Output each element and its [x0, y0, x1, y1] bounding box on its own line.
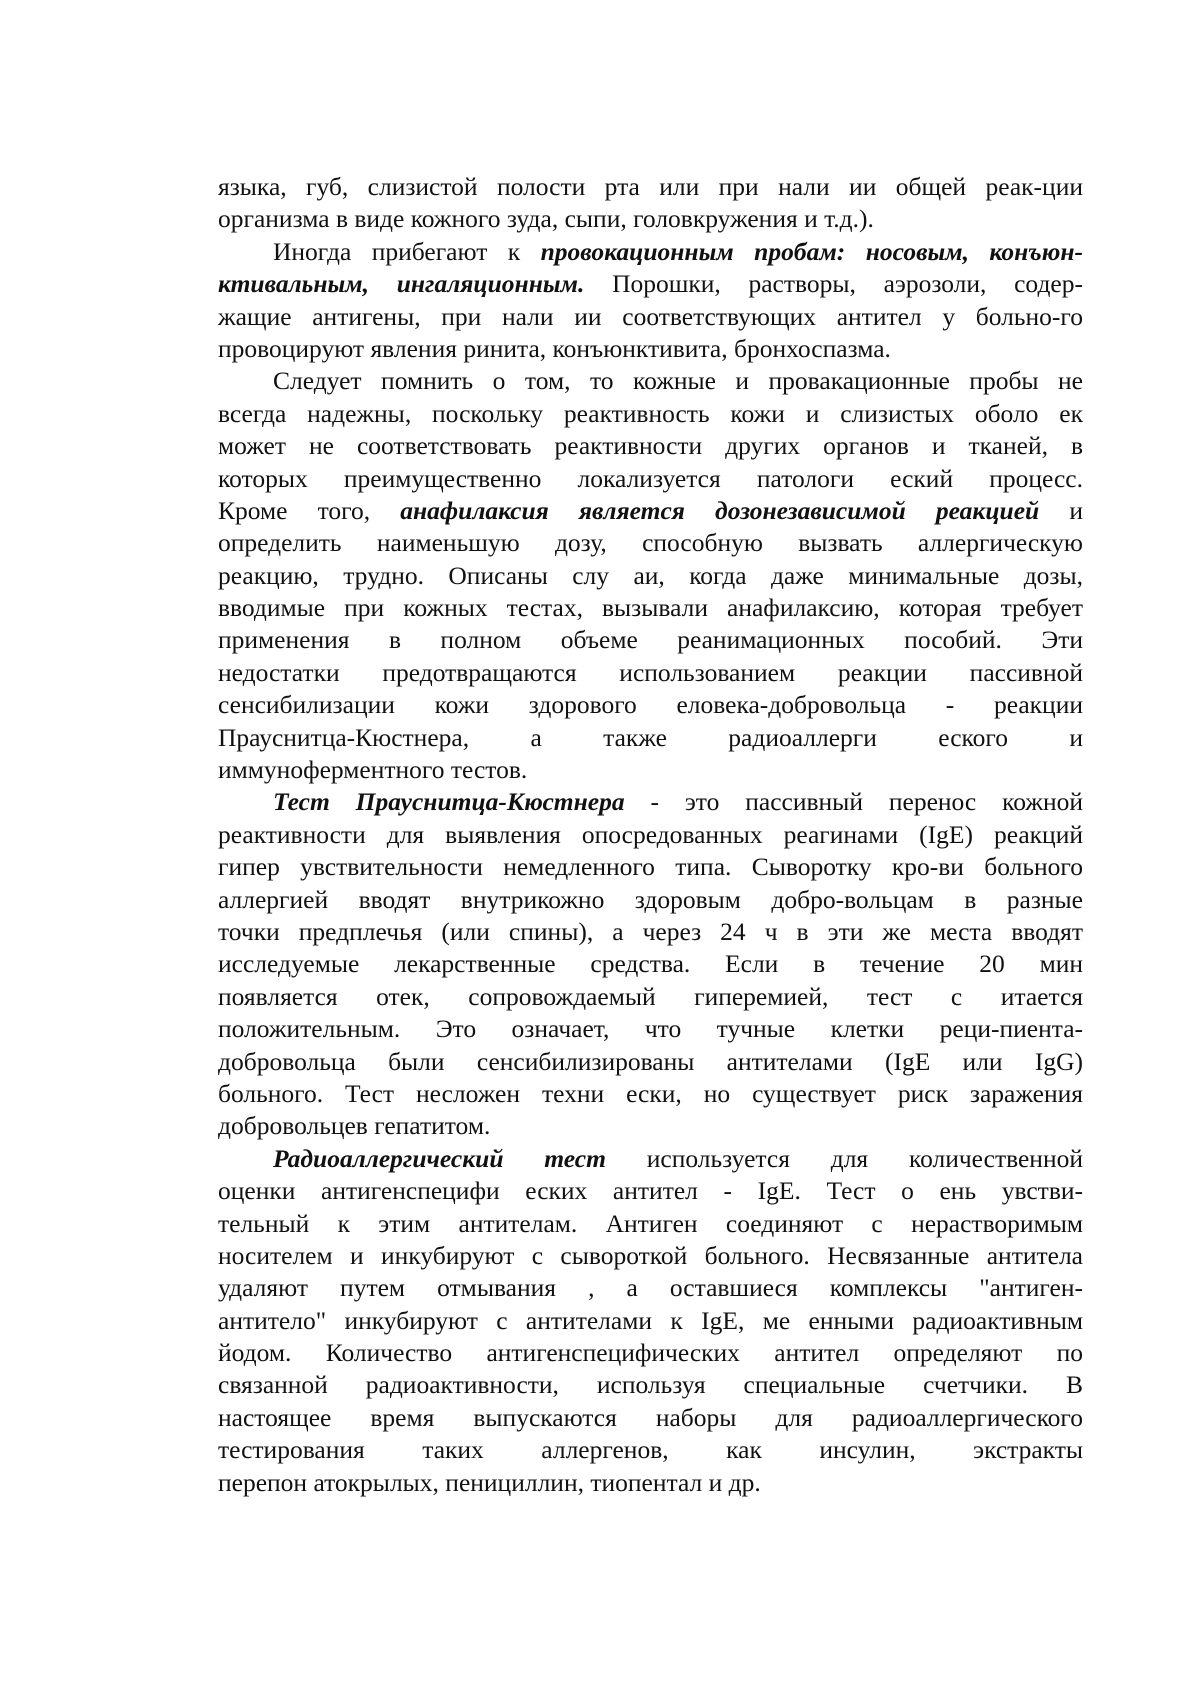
emphasized-term: ктивальным, ингаляционным.: [218, 269, 585, 299]
text-segment: Кроме того,: [218, 495, 401, 525]
text-segment: перепон атокрылых, пенициллин, тиопентал и др.: [218, 1467, 761, 1497]
text-line: [218, 1078, 1083, 1110]
text-segment: определить наименьшую дозу, способную вызвать аллергическую: [218, 528, 1083, 558]
text-segment: вводимые при кожных тестах, вызывали анафилаксию, которая требует: [218, 593, 1083, 623]
text-segment: носителем и инкубируют с сывороткой больного. Несвязанные антитела: [218, 1240, 1083, 1270]
emphasized-term: Тест Прауснитца-Кюстнера: [273, 787, 625, 817]
text-segment: йодом. Количество антигенспецифических антител определяют по: [218, 1338, 1083, 1368]
text-line: [218, 884, 1083, 916]
document-page: [218, 171, 1083, 1499]
text-line: [218, 657, 1083, 689]
text-line: [218, 430, 1083, 462]
text-line: [218, 981, 1083, 1013]
text-line: [218, 851, 1083, 883]
text-segment: провоцируют явления ринита, конъюнктивита, бронхоспазма.: [218, 333, 891, 363]
text-segment: антитело" инкубируют с антителами к IgE, ме енными радиоактивным: [218, 1305, 1083, 1335]
text-segment: тестирования таких аллергенов, как инсулин, экстракты: [218, 1435, 1083, 1465]
text-line: [218, 398, 1083, 430]
text-line: [218, 495, 1083, 527]
text-segment: реактивности для выявления опосредованных реагинами (IgE) реакций: [218, 819, 1083, 849]
text-line: [218, 722, 1083, 754]
text-line: [218, 1305, 1083, 1337]
emphasized-term: провокационным пробам: носовым, конъюн-: [540, 236, 1083, 266]
text-line: [218, 1013, 1083, 1045]
text-line: [218, 624, 1083, 656]
text-line: [218, 527, 1083, 559]
emphasized-term: анафилаксия является дозонезависимой реакцией: [400, 495, 1040, 525]
text-line: [218, 786, 1083, 818]
text-segment: аллергией вводят внутрикожно здоровым добро-вольцам в разные: [218, 884, 1083, 914]
text-segment: появляется отек, сопровождаемый гиперемией, тест с итается: [218, 981, 1083, 1011]
text-segment: Следует помнить о том, то кожные и провакационные пробы не: [273, 366, 1083, 396]
text-segment: - это пассивный перенос кожной: [624, 787, 1083, 817]
text-segment: настоящее время выпускаются наборы для радиоаллергического: [218, 1402, 1083, 1432]
text-segment: языка, губ, слизистой полости рта или при нали ии общей реак-ции: [218, 172, 1083, 201]
text-segment: Порошки, растворы, аэрозоли, содер-: [584, 269, 1083, 299]
text-segment: применения в полном объеме реанимационных пособий. Эти: [218, 625, 1083, 655]
text-segment: реакцию, трудно. Описаны слу аи, когда даже минимальные дозы,: [218, 560, 1083, 590]
text-line: [218, 463, 1083, 495]
text-line: [218, 1046, 1083, 1078]
text-segment: иммуноферментного тестов.: [218, 755, 528, 785]
text-segment: Иногда прибегают к: [273, 236, 541, 266]
text-segment: тельный к этим антителам. Антиген соединяют с нерастворимым: [218, 1208, 1083, 1238]
text-segment: оценки антигенспецифи еских антител - IgE. Тест о ень увстви-: [218, 1176, 1083, 1206]
text-segment: сенсибилизации кожи здорового еловека-добровольца - реакции: [218, 690, 1083, 720]
paragraph: [218, 786, 1083, 1142]
text-segment: жащие антигены, при нали ии соответствующих антител у больно-го: [218, 301, 1083, 331]
text-line: [218, 592, 1083, 624]
text-segment: точки предплечья (или спины), а через 24 ч в эти же места вводят: [218, 916, 1083, 946]
paragraph: [218, 171, 1083, 236]
text-line: [218, 333, 1083, 365]
text-line: [218, 1175, 1083, 1207]
text-line: [218, 1434, 1083, 1466]
emphasized-term: Радиоаллергический тест: [273, 1143, 606, 1173]
text-line: [218, 301, 1083, 333]
text-line: [218, 1110, 1083, 1142]
text-segment: положительным. Это означает, что тучные клетки реци-пиента-: [218, 1014, 1083, 1044]
text-line: [218, 948, 1083, 980]
text-segment: Прауснитца-Кюстнера, а также радиоаллерги еского и: [218, 722, 1083, 752]
text-line: [218, 1369, 1083, 1401]
text-line: [218, 203, 1083, 235]
text-line: [218, 1467, 1083, 1499]
text-line: [218, 1143, 1083, 1175]
text-segment: может не соответствовать реактивности других органов и тканей, в: [218, 431, 1083, 461]
text-line: [218, 1402, 1083, 1434]
text-segment: исследуемые лекарственные средства. Если в течение 20 мин: [218, 949, 1083, 979]
text-segment: и: [1039, 495, 1083, 525]
text-line: [218, 236, 1083, 268]
text-line: [218, 1337, 1083, 1369]
text-segment: гипер увствительности немедленного типа. Сыворотку кро-ви больного: [218, 852, 1083, 882]
text-line: [218, 268, 1083, 300]
text-line: [218, 754, 1083, 786]
text-line: [218, 171, 1083, 203]
text-line: [218, 1240, 1083, 1272]
text-segment: используется для количественной: [605, 1143, 1083, 1173]
paragraph: [218, 365, 1083, 786]
text-segment: добровольцев гепатитом.: [218, 1111, 491, 1141]
text-segment: недостатки предотвращаются использованием реакции пассивной: [218, 657, 1083, 687]
text-line: [218, 819, 1083, 851]
text-line: [218, 1208, 1083, 1240]
text-segment: которых преимущественно локализуется патологи еский процесс.: [218, 463, 1083, 493]
paragraph: [218, 236, 1083, 366]
text-line: [218, 560, 1083, 592]
text-segment: связанной радиоактивности, используя специальные счетчики. В: [218, 1370, 1083, 1400]
text-segment: организма в виде кожного зуда, сыпи, головкружения и т.д.).: [218, 204, 874, 234]
text-line: [218, 1272, 1083, 1304]
text-segment: удаляют путем отмывания , а оставшиеся комплексы "антиген-: [218, 1273, 1083, 1303]
paragraph: [218, 1143, 1083, 1499]
text-line: [218, 365, 1083, 397]
text-segment: всегда надежны, поскольку реактивность кожи и слизистых оболо ек: [218, 398, 1083, 428]
text-line: [218, 916, 1083, 948]
text-line: [218, 689, 1083, 721]
text-segment: добровольца были сенсибилизированы антителами (IgE или IgG): [218, 1046, 1083, 1076]
text-segment: больного. Тест несложен техни ески, но существует риск заражения: [218, 1078, 1083, 1108]
